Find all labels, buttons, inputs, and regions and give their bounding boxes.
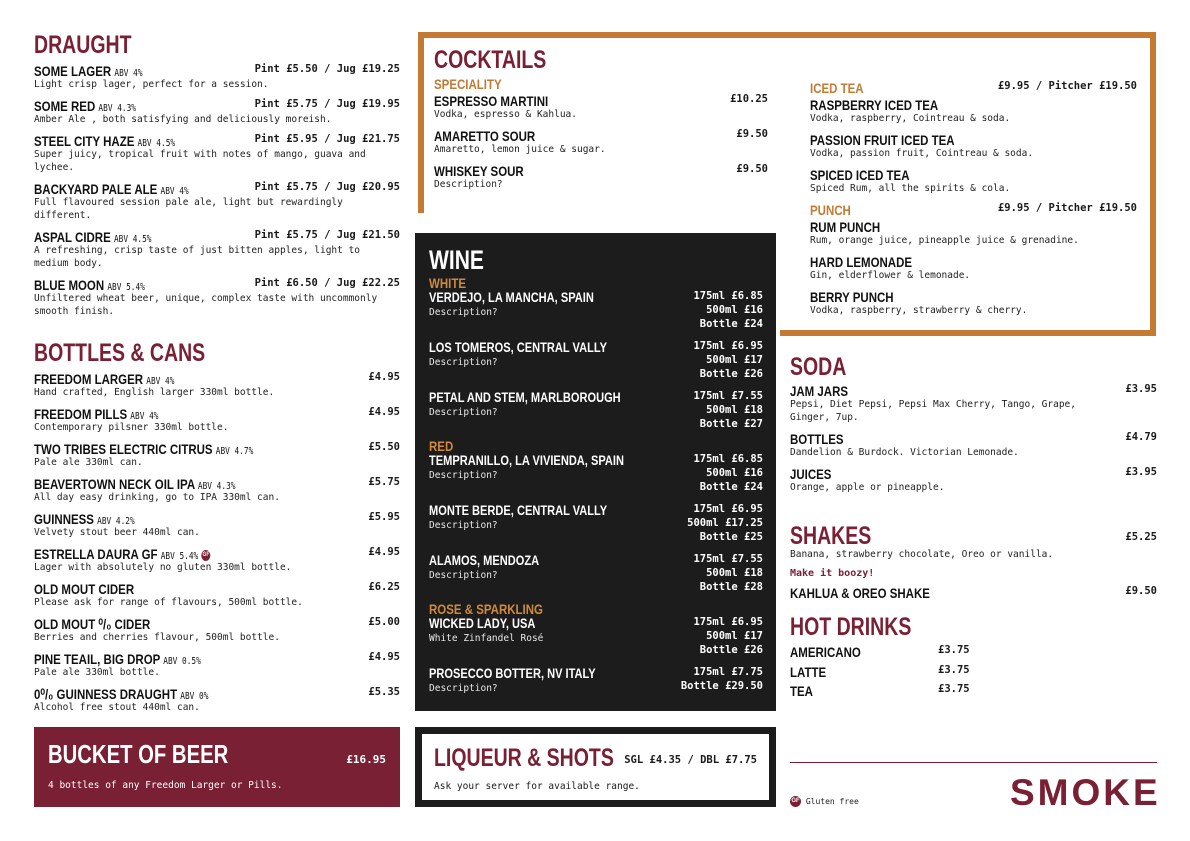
menu-item-abv: ABV 4.7% bbox=[215, 446, 254, 457]
bucket-price: £16.95 bbox=[346, 753, 386, 766]
menu-item-abv: ABV 4% bbox=[114, 68, 143, 79]
menu-item-desc: Berries and cherries flavour, 500ml bottle. bbox=[34, 632, 280, 643]
menu-item-name: BOTTLES bbox=[790, 431, 844, 447]
menu-item-abv: ABV 4.3% bbox=[98, 103, 136, 114]
menu-item-desc: Vodka, passion fruit, Cointreau & soda. bbox=[810, 148, 1034, 159]
wine-item-name: VERDEJO, LA MANCHA, SPAIN bbox=[429, 290, 594, 305]
menu-item-price: £4.95 bbox=[368, 371, 400, 383]
cocktails-section bbox=[434, 48, 768, 196]
wine-item-price: 175ml £7.55 bbox=[693, 390, 763, 402]
menu-item-head bbox=[790, 381, 1157, 398]
iced-tea-list bbox=[810, 95, 1137, 195]
wine-item-prices bbox=[693, 552, 763, 594]
wine-item-prices bbox=[681, 665, 763, 693]
menu-item-name: BEAVERTOWN NECK OIL IPA bbox=[34, 476, 195, 492]
menu-item-abv: ABV 4.5% bbox=[113, 234, 152, 245]
menu-item-price: Pint £5.95 / Jug £21.75 bbox=[254, 133, 400, 145]
menu-item-name: RUM PUNCH bbox=[810, 219, 881, 235]
menu-item-title bbox=[434, 128, 535, 145]
hot-drink-price: £3.75 bbox=[938, 644, 970, 656]
wine-item bbox=[429, 665, 763, 715]
draught-section bbox=[34, 33, 400, 323]
bucket-title: BUCKET OF BEER bbox=[48, 739, 229, 769]
iced-tea-punch-section bbox=[810, 78, 1137, 322]
hot-drink-name: TEA bbox=[790, 683, 813, 699]
menu-item bbox=[34, 275, 400, 318]
menu-item bbox=[810, 287, 1137, 317]
menu-item-name: STEEL CITY HAZE bbox=[34, 133, 135, 149]
menu-item-price: Pint £5.75 / Jug £20.95 bbox=[254, 181, 400, 193]
menu-item-name: GUINNESS bbox=[34, 511, 94, 527]
menu-item-head bbox=[34, 649, 400, 666]
soda-title: SODA bbox=[790, 353, 847, 381]
menu-item-price: Pint £5.75 / Jug £21.50 bbox=[254, 229, 400, 241]
wine-list bbox=[429, 273, 763, 715]
menu-item-title bbox=[34, 133, 175, 152]
menu-item-name: ESPRESSO MARTINI bbox=[434, 93, 549, 109]
menu-item-head bbox=[34, 509, 400, 526]
liqueur-price: SGL £4.35 / DBL £7.75 bbox=[624, 754, 757, 766]
menu-item-abv: ABV 4.5% bbox=[137, 138, 176, 149]
wine-item bbox=[429, 389, 763, 436]
wine-item-name: PROSECCO BOTTER, NV ITALY bbox=[429, 666, 596, 681]
menu-item-desc: Amber Ale , both satisfying and deliciously moreish. bbox=[34, 114, 332, 125]
menu-item-head bbox=[34, 179, 400, 196]
menu-item-title bbox=[34, 63, 143, 82]
menu-item bbox=[810, 217, 1137, 247]
menu-item-title bbox=[34, 371, 174, 390]
menu-item-head bbox=[34, 96, 400, 113]
wine-item-price: 500ml £17.25 bbox=[687, 517, 763, 529]
gluten-free-icon: GF bbox=[790, 796, 801, 807]
bucket-desc: 4 bottles of any Freedom Larger or Pills. bbox=[48, 780, 283, 791]
wine-item-name: LOS TOMEROS, CENTRAL VALLY bbox=[429, 340, 607, 355]
hot-drinks-list bbox=[790, 642, 1157, 701]
menu-item-name: ESTRELLA DAURA GF bbox=[34, 546, 158, 562]
wine-group-label: WHITE bbox=[429, 275, 466, 291]
wine-panel bbox=[415, 233, 776, 711]
menu-item-title bbox=[810, 132, 955, 149]
menu-item-title bbox=[810, 289, 894, 306]
menu-item-title bbox=[810, 219, 880, 236]
menu-item-price: Pint £5.50 / Jug £19.25 bbox=[254, 63, 400, 75]
menu-item-name: JAM JARS bbox=[790, 383, 849, 399]
draught-title: DRAUGHT bbox=[34, 31, 132, 59]
menu-item-name: SPICED ICED TEA bbox=[810, 167, 910, 183]
hot-drink-price: £3.75 bbox=[938, 683, 970, 695]
menu-item-price: £6.25 bbox=[368, 581, 400, 593]
menu-item-title bbox=[790, 383, 848, 400]
menu-item-name: TWO TRIBES ELECTRIC CITRUS bbox=[34, 441, 213, 457]
menu-item-head bbox=[34, 275, 400, 292]
cocktails-title: COCKTAILS bbox=[434, 46, 547, 74]
menu-item-head bbox=[810, 252, 1137, 269]
menu-item-desc: Spiced Rum, all the spirits & cola. bbox=[810, 183, 1011, 194]
wine-item-name: PETAL AND STEM, MARLBOROUGH bbox=[429, 390, 621, 405]
wine-item-price: 175ml £7.55 bbox=[693, 553, 763, 565]
gluten-free-icon: GF bbox=[201, 550, 210, 561]
menu-item-desc: Light crisp lager, perfect for a session. bbox=[34, 79, 269, 90]
menu-item-abv: ABV 4% bbox=[146, 376, 175, 387]
menu-item-head bbox=[790, 429, 1157, 446]
wine-item-price: 175ml £6.95 bbox=[693, 503, 763, 515]
menu-item-abv: ABV 5.4% bbox=[160, 551, 199, 562]
menu-item-name: OLD MOUT CIDER bbox=[34, 581, 135, 597]
menu-item-desc: Vodka, raspberry, strawberry & cherry. bbox=[810, 305, 1028, 316]
liqueur-inner bbox=[422, 734, 769, 800]
menu-item-head bbox=[34, 227, 400, 244]
wine-item-name: MONTE BERDE, CENTRAL VALLY bbox=[429, 503, 608, 518]
wine-item-prices bbox=[687, 502, 763, 544]
menu-item-price: £5.35 bbox=[368, 686, 400, 698]
punch-label: PUNCH bbox=[810, 202, 851, 218]
menu-item-price: £4.79 bbox=[1125, 431, 1157, 443]
wine-item-desc: Description? bbox=[429, 357, 498, 368]
menu-item-price: £4.95 bbox=[368, 651, 400, 663]
menu-item-desc: Gin, elderflower & lemonade. bbox=[810, 270, 971, 281]
menu-item-name: SOME RED bbox=[34, 98, 96, 114]
menu-item-name: 0⁰/₀ GUINNESS DRAUGHT bbox=[34, 686, 178, 702]
menu-item-abv: ABV 4.2% bbox=[97, 516, 135, 527]
menu-item-title bbox=[34, 181, 189, 200]
menu-item-title bbox=[34, 651, 201, 670]
menu-item-head bbox=[810, 165, 1137, 182]
menu-item-desc: Vodka, espresso & Kahlua. bbox=[434, 109, 577, 120]
menu-item bbox=[790, 464, 1157, 494]
wine-item-desc: Description? bbox=[429, 683, 498, 694]
menu-item-name: SOME LAGER bbox=[34, 63, 112, 79]
menu-item-head bbox=[810, 217, 1137, 234]
menu-item bbox=[434, 91, 768, 121]
menu-item bbox=[34, 614, 400, 644]
iced-tea-price: £9.95 / Pitcher £19.50 bbox=[997, 80, 1137, 92]
menu-item-desc: Contemporary pilsner 330ml bottle. bbox=[34, 422, 229, 433]
menu-item bbox=[810, 95, 1137, 125]
wine-group-label: RED bbox=[429, 438, 454, 454]
wine-item-price: 500ml £18 bbox=[706, 567, 763, 579]
menu-item-title bbox=[34, 511, 135, 530]
liqueur-desc: Ask your server for available range. bbox=[434, 781, 640, 792]
wine-item-prices bbox=[693, 615, 763, 657]
footer-divider bbox=[790, 762, 1157, 763]
wine-item-price: Bottle £29.50 bbox=[680, 680, 763, 692]
menu-item-abv: ABV 0.5% bbox=[163, 656, 201, 667]
liqueur-panel bbox=[415, 727, 776, 807]
bottles-section bbox=[34, 341, 400, 719]
menu-item bbox=[34, 227, 400, 270]
wine-group-title bbox=[429, 599, 763, 615]
menu-item-price: £5.75 bbox=[368, 476, 400, 488]
boozy-item-price: £9.50 bbox=[1125, 585, 1157, 597]
menu-item-title bbox=[434, 93, 548, 110]
menu-item-title bbox=[34, 616, 150, 633]
menu-item-price: £5.00 bbox=[368, 616, 400, 628]
menu-item-title bbox=[34, 277, 145, 296]
wine-item bbox=[429, 502, 763, 552]
wine-item-price: 500ml £16 bbox=[706, 467, 763, 479]
wine-item-price: Bottle £26 bbox=[699, 644, 763, 656]
hot-drink-item bbox=[790, 662, 1157, 682]
hot-drink-price: £3.75 bbox=[938, 663, 970, 676]
menu-item-title bbox=[434, 163, 524, 180]
wine-item bbox=[429, 339, 763, 389]
wine-item-desc: White Zinfandel Rosé bbox=[429, 633, 544, 644]
boozy-item-name: KAHLUA & OREO SHAKE bbox=[790, 585, 930, 601]
menu-item-abv: ABV 0% bbox=[180, 691, 209, 702]
hot-drink-name: AMERICANO bbox=[790, 644, 861, 660]
wine-item-price: 175ml £6.95 bbox=[693, 340, 763, 352]
menu-item-title bbox=[810, 167, 910, 184]
menu-item-head bbox=[810, 130, 1137, 147]
hot-drink-item bbox=[790, 681, 1157, 701]
menu-item-head bbox=[34, 579, 400, 596]
menu-item bbox=[34, 131, 400, 174]
wine-item bbox=[429, 552, 763, 599]
wine-item-price: 500ml £18 bbox=[706, 404, 763, 416]
menu-item-desc: Hand crafted, English larger 330ml bottle. bbox=[34, 387, 275, 398]
menu-item-price: £4.95 bbox=[368, 406, 400, 418]
menu-item bbox=[810, 252, 1137, 282]
menu-item-name: BERRY PUNCH bbox=[810, 289, 894, 305]
wine-group-label: ROSE & SPARKLING bbox=[429, 601, 543, 617]
menu-item bbox=[34, 179, 400, 222]
menu-item-name: AMARETTO SOUR bbox=[434, 128, 536, 144]
menu-item bbox=[810, 130, 1137, 160]
menu-item bbox=[34, 369, 400, 399]
menu-item-name: JUICES bbox=[790, 466, 832, 482]
menu-item-desc: Alcohol free stout 440ml can. bbox=[34, 702, 200, 713]
menu-item-abv: ABV 4.3% bbox=[197, 481, 236, 492]
soda-section bbox=[790, 355, 1157, 499]
menu-item-name: ASPAL CIDRE bbox=[34, 229, 111, 245]
punch-list bbox=[810, 217, 1137, 317]
wine-item-price: 175ml £6.85 bbox=[693, 290, 763, 302]
bottles-list bbox=[34, 369, 400, 714]
iced-tea-label: ICED TEA bbox=[810, 80, 864, 96]
shakes-price: £5.25 bbox=[1125, 531, 1157, 543]
menu-item-head bbox=[810, 95, 1137, 112]
menu-item-head bbox=[434, 161, 768, 178]
menu-item-title bbox=[34, 406, 158, 425]
menu-item-name: OLD MOUT ⁰/₀ CIDER bbox=[34, 616, 151, 632]
menu-item-name: WHISKEY SOUR bbox=[434, 163, 524, 179]
menu-item-title bbox=[810, 254, 912, 271]
menu-item-desc: Rum, orange juice, pineapple juice & grenadine. bbox=[810, 235, 1079, 246]
menu-item-head bbox=[34, 369, 400, 386]
menu-item-desc: A refreshing, crisp taste of just bitten apples, light to medium body. bbox=[34, 245, 361, 269]
wine-item-price: Bottle £26 bbox=[699, 368, 763, 380]
wine-item-prices bbox=[693, 339, 763, 381]
wine-item-price: Bottle £24 bbox=[699, 318, 763, 330]
menu-item-abv: ABV 5.4% bbox=[107, 282, 145, 293]
menu-item bbox=[434, 161, 768, 191]
menu-item-desc: Super juicy, tropical fruit with notes of mango, guava and lychee. bbox=[34, 149, 366, 173]
hot-drinks-section bbox=[790, 615, 1157, 701]
menu-item-desc: Vodka, raspberry, Cointreau & soda. bbox=[810, 113, 1011, 124]
menu-item-desc: Velvety stout beer 440ml can. bbox=[34, 527, 200, 538]
menu-item bbox=[790, 429, 1157, 459]
gluten-free-label: Gluten free bbox=[805, 797, 859, 806]
menu-item-price: £5.95 bbox=[368, 511, 400, 523]
wine-item-price: Bottle £27 bbox=[699, 418, 763, 430]
wine-item-name: WICKED LADY, USA bbox=[429, 616, 536, 631]
wine-item-prices bbox=[693, 289, 763, 331]
menu-item-desc: Amaretto, lemon juice & sugar. bbox=[434, 144, 606, 155]
menu-item-desc: Orange, apple or pineapple. bbox=[790, 482, 945, 493]
menu-item bbox=[34, 96, 400, 126]
menu-item-price: Pint £6.50 / Jug £22.25 bbox=[254, 277, 400, 289]
menu-item-head bbox=[34, 439, 400, 456]
menu-item-price: £10.25 bbox=[730, 93, 768, 105]
menu-item-head bbox=[34, 544, 400, 561]
smoke-logo: SMOKE bbox=[1010, 772, 1161, 813]
shakes-title: SHAKES bbox=[790, 522, 872, 550]
punch-price: £9.95 / Pitcher £19.50 bbox=[997, 202, 1137, 214]
menu-item bbox=[790, 381, 1157, 424]
menu-item-name: FREEDOM LARGER bbox=[34, 371, 144, 387]
menu-item-price: £3.95 bbox=[1125, 383, 1157, 395]
wine-item-desc: Description? bbox=[429, 470, 498, 481]
menu-item-title bbox=[34, 581, 134, 598]
menu-item-desc: All day easy drinking, go to IPA 330ml can. bbox=[34, 492, 280, 503]
wine-item-price: Bottle £24 bbox=[699, 481, 763, 493]
menu-item-desc: Pale ale 330ml can. bbox=[34, 457, 143, 468]
menu-item-head bbox=[434, 126, 768, 143]
wine-item-price: Bottle £28 bbox=[699, 581, 763, 593]
menu-item-head bbox=[434, 91, 768, 108]
menu-item bbox=[34, 544, 400, 574]
boozy-item bbox=[790, 583, 1157, 602]
menu-item bbox=[34, 439, 400, 469]
shakes-section bbox=[790, 524, 1157, 602]
menu-item bbox=[34, 684, 400, 714]
soda-list bbox=[790, 381, 1157, 494]
menu-item-name: BLUE MOON bbox=[34, 277, 105, 293]
wine-item-prices bbox=[693, 389, 763, 431]
wine-group-title bbox=[429, 436, 763, 452]
menu-item-head bbox=[810, 287, 1137, 304]
wine-item-prices bbox=[693, 452, 763, 494]
wine-item bbox=[429, 615, 763, 665]
menu-item-name: RASPBERRY ICED TEA bbox=[810, 97, 939, 113]
menu-item-price: Pint £5.75 / Jug £19.95 bbox=[254, 98, 400, 110]
menu-item-title bbox=[810, 97, 938, 114]
menu-item bbox=[34, 579, 400, 609]
menu-item-title bbox=[34, 686, 208, 705]
liqueur-title: LIQUEUR & SHOTS bbox=[434, 744, 614, 772]
wine-item-price: 500ml £17 bbox=[706, 354, 763, 366]
wine-item-price: 175ml £6.95 bbox=[693, 616, 763, 628]
menu-item-price: £5.50 bbox=[368, 441, 400, 453]
bucket-of-beer-panel bbox=[34, 727, 400, 807]
menu-item-title bbox=[34, 546, 210, 565]
wine-item-name: TEMPRANILLO, LA VIVIENDA, SPAIN bbox=[429, 453, 624, 468]
menu-item-name: BACKYARD PALE ALE bbox=[34, 181, 158, 197]
menu-item-desc: Lager with absolutely no gluten 330ml bottle. bbox=[34, 562, 292, 573]
menu-item bbox=[434, 126, 768, 156]
menu-item bbox=[34, 61, 400, 91]
menu-item-desc: Dandelion & Burdock. Victorian Lemonade. bbox=[790, 447, 1019, 458]
menu-item-head bbox=[34, 131, 400, 148]
menu-item-name: PASSION FRUIT ICED TEA bbox=[810, 132, 955, 148]
menu-item-price: £9.50 bbox=[736, 163, 768, 175]
menu-item-head bbox=[34, 61, 400, 78]
wine-item-price: 500ml £17 bbox=[706, 630, 763, 642]
menu-item-name: PINE TEAIL, BIG DROP bbox=[34, 651, 161, 667]
menu-item-title bbox=[34, 476, 235, 495]
menu-item-name: HARD LEMONADE bbox=[810, 254, 913, 270]
hot-drink-item bbox=[790, 642, 1157, 662]
hot-drinks-title: HOT DRINKS bbox=[790, 613, 912, 641]
menu-item-abv: ABV 4% bbox=[130, 411, 159, 422]
menu-item bbox=[34, 509, 400, 539]
menu-item-desc: Unfiltered wheat beer, unique, complex taste with uncommonly smooth finish. bbox=[34, 293, 378, 317]
wine-title: WINE bbox=[429, 245, 484, 275]
menu-item-desc: Full flavoured session pale ale, light but rewardingly different. bbox=[34, 197, 343, 221]
menu-item bbox=[34, 404, 400, 434]
menu-item-title bbox=[790, 431, 844, 448]
menu-item-title bbox=[34, 98, 136, 117]
menu-item-desc: Please ask for range of flavours, 500ml bottle. bbox=[34, 597, 303, 608]
wine-item-price: 175ml £6.85 bbox=[693, 453, 763, 465]
menu-item-desc: Pepsi, Diet Pepsi, Pepsi Max Cherry, Tango, Grape, Ginger, 7up. bbox=[790, 399, 1076, 423]
menu-item-title bbox=[34, 229, 151, 248]
speciality-label: SPECIALITY bbox=[434, 76, 502, 92]
menu-item bbox=[34, 649, 400, 679]
gluten-free-key bbox=[790, 796, 859, 807]
menu-item-price: £9.50 bbox=[736, 128, 768, 140]
wine-item-desc: Description? bbox=[429, 570, 498, 581]
menu-item-price: £3.95 bbox=[1125, 466, 1157, 478]
wine-item-price: 175ml £7.75 bbox=[693, 666, 763, 678]
menu-item-name: FREEDOM PILLS bbox=[34, 406, 128, 422]
shakes-desc: Banana, strawberry chocolate, Oreo or vanilla. bbox=[790, 549, 1054, 560]
wine-item bbox=[429, 452, 763, 502]
wine-item-price: 500ml £16 bbox=[706, 304, 763, 316]
wine-item-desc: Description? bbox=[429, 520, 498, 531]
speciality-list bbox=[434, 91, 768, 191]
menu-item-head bbox=[34, 404, 400, 421]
menu-item-title bbox=[790, 466, 831, 483]
menu-item-head bbox=[34, 474, 400, 491]
menu-item bbox=[810, 165, 1137, 195]
menu-item-head bbox=[34, 614, 400, 631]
wine-item-desc: Description? bbox=[429, 307, 498, 318]
menu-item-desc: Pale ale 330ml bottle. bbox=[34, 667, 160, 678]
bottles-title: BOTTLES & CANS bbox=[34, 339, 206, 367]
menu-item-head bbox=[790, 464, 1157, 481]
menu-item bbox=[34, 474, 400, 504]
wine-item bbox=[429, 289, 763, 339]
menu-item-head bbox=[34, 684, 400, 701]
menu-item-desc: Description? bbox=[434, 179, 503, 190]
menu-item-price: £4.95 bbox=[368, 546, 400, 558]
wine-group-title bbox=[429, 273, 763, 289]
draught-list bbox=[34, 61, 400, 318]
wine-item-name: ALAMOS, MENDOZA bbox=[429, 553, 540, 568]
hot-drink-name: LATTE bbox=[790, 663, 827, 680]
menu-item-abv: ABV 4% bbox=[160, 186, 189, 197]
boozy-note: Make it boozy! bbox=[790, 568, 875, 579]
menu-item-title bbox=[34, 441, 253, 460]
wine-item-desc: Description? bbox=[429, 407, 498, 418]
wine-item-price: Bottle £25 bbox=[699, 531, 763, 543]
